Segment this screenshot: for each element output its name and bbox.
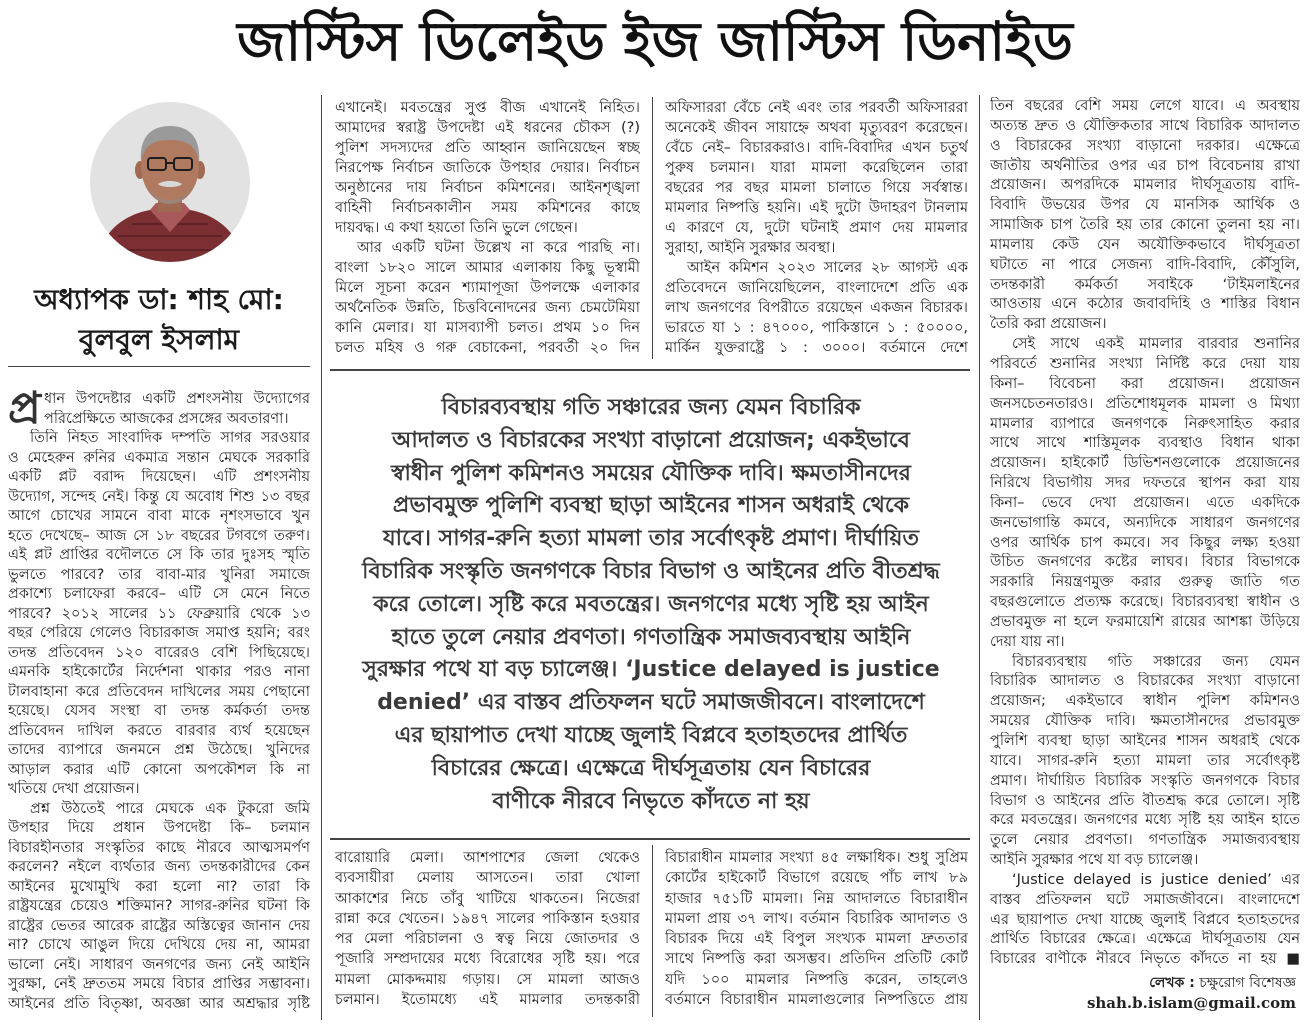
column-1 (8, 383, 310, 1014)
pull-quote-line: এর ছায়াপাত দেখা যাচ্ছে জুলাই বিপ্লবে হতাহতদের প্রার্থিত (394, 722, 908, 748)
paragraph (990, 653, 1300, 871)
pull-quote-line: করে তোলে। সৃষ্টি করে মবতন্ত্রের। জনগণের মধ্যে সৃষ্টি হয় আইন (373, 591, 929, 617)
text-line: প্রার্থিত বিচারের ক্ষেত্রে। এক্ষেত্রে দীর্ঘসূত্রতায় যেন (990, 931, 1300, 948)
text-line: পারবে? ২০১২ সালের ১১ ফেব্রুয়ারি থেকে ১৩ (8, 605, 310, 622)
text-line: প্রভাবমুক্ত না হলে ফরমায়েশি রায়ের আশঙ্কা উড়িয়ে (990, 613, 1300, 630)
text-line: বিচারাধীন মামলার সংখ্যা ৪৫ লক্ষাধিক। শুধু সুপ্রিম (665, 850, 968, 866)
text-line: যদি ১০০ মামলার নিষ্পত্তি করেন, তাহলেও (665, 971, 968, 988)
paragraph (335, 848, 640, 1010)
text-line: এ কারণে যে, দুটো ঘটনাই প্রমাণ দেয় মামলার (665, 220, 968, 236)
author-name (8, 280, 310, 360)
text-line: করে মবতন্ত্রের। জনগণের মধ্যে সৃষ্টি হয় আইন হাতে (990, 812, 1300, 829)
text-line: বিচারের বাণীকে নীরবে নিভৃতে কাঁদতে না হয় ■ (990, 951, 1300, 968)
paragraph (8, 800, 310, 1015)
pull-quote-line: denied’ এর বাস্তব প্রতিফলন ঘটে সমাজজীবনে। বাংলাদেশে (377, 690, 925, 716)
text-line: প্রতিবেদন দাখিল করতে বারবার ব্যর্থ হয়েছেন (8, 722, 310, 739)
text-line: কানি মেলার। যা মাসব্যাপী চলত। প্রথম ১০ দিন (335, 320, 640, 336)
pull-quote-line: হাতে তুলে নেয়ার প্রবণতা। গণতান্ত্রিক সমাজব্যবস্থায় আইনি (391, 624, 911, 650)
text-line: অফিসাররা বেঁচে নেই এবং তার পরবর্তী অফিসাররা (665, 100, 968, 116)
text-line: পরিপ্রেক্ষিতে আজকের প্রসঙ্গের অবতারণা। (44, 410, 289, 427)
pull-quote-line: বিচারব্যবস্থায় গতি সঞ্চারের জন্য যেমন বিচারিক (441, 395, 861, 420)
text-line: সামাজিক চাপ তৈরি হয় তার কোনো তুলনা হয় না। (990, 217, 1300, 234)
text-line: বাহিনী নির্বাচনকালীন সময় কমিশনের কাছে (335, 200, 640, 216)
text-line: বারোয়ারি মেলা। আশপাশের জেলা থেকেও (335, 850, 640, 866)
pull-quote-line: স্বাধীন পুলিশ কমিশনও সময়ের যৌক্তিক দাবি। ক্ষমতাসীনদের (391, 460, 911, 486)
text-line: মামলার নিষ্পত্তি হয়নি। এই দুটো উদাহরণ টানলাম (665, 200, 968, 216)
text-line: আমাদের স্বরাষ্ট্র উপদেষ্টা এই ধরনের চৌকস (?) (335, 120, 640, 136)
text-line: বছরের পর বছর মামলা চালাতে গিয়ে সর্বস্বান্ত। (665, 180, 968, 196)
pull-quote-line: বিচারিক সংস্কৃতি জনগণকে বিচার বিভাগ ও আইনের প্রতি বীতশ্রদ্ধ (362, 558, 940, 584)
text-line: দায়বদ্ধ। এ কথা হয়তো তিনি ভুলে গেছেন। (335, 220, 578, 236)
column-divider (652, 97, 653, 359)
text-line: পরিবর্তে শুনানির সংখ্যা নির্দিষ্ট করে দেয়া যায় (990, 355, 1300, 372)
pull-quote-line: আদালত ও বিচারকের সংখ্যা বাড়ানো প্রয়োজন; একইভাবে (392, 427, 910, 453)
text-line: বেঁচে নেই– বিচারকরাও। বাদি-বিবাদির এখন চতুর্থ (665, 140, 968, 156)
text-line: জনসচেতনতারও। প্রতিশোধমূলক মামলা ও মিথ্যা (990, 395, 1300, 412)
text-line: পুলিশ সদস্যদের প্রতি আহ্বান জানিয়েছেন স্বচ্ছ (335, 140, 640, 156)
text-line: উদ্যোগ, সন্দেহ নেই। কিন্তু যে অবোধ শিশু ১৩ বছর (8, 488, 310, 505)
text-line: সুরাহা, আইনি সুরক্ষার অবস্থা। (665, 240, 836, 256)
paragraph (665, 258, 968, 358)
text-line: প্রয়োজন; একইভাবে স্বাধীন পুলিশ কমিশনও (990, 693, 1300, 710)
text-line: রাষ্ট্রযন্ত্রের চেয়েও শক্তিমান? সাগর-রুনির ঘটনা কি (8, 898, 310, 914)
text-line: সাথে সাথে শাস্তিমূলক ব্যবস্থাও বিধান থাকা (990, 435, 1300, 452)
headline: জাস্টিস ডিলেইড ইজ জাস্টিস ডিনাইড (237, 10, 1073, 73)
text-line: ও মেহেরুন রুনির একমাত্র সন্তান মেঘকে সরকারি (8, 449, 310, 466)
text-line: বিচারহীনতার সংস্কৃতির কাছে নীরবে আত্মসমর্পণ (8, 839, 310, 856)
paragraph (8, 390, 310, 429)
pull-quote-line: সুরক্ষার পথে যা বড় চ্যালেঞ্জ। ‘Justice delayed is justice (362, 657, 940, 683)
text-line: আইনের মুখোমুখি করা হলো না? তারা কি (8, 878, 310, 895)
byline-credit (990, 973, 1296, 993)
text-line: সরকারি নিয়ন্ত্রণমুক্ত করার গুরুত্ব জাতি গত (990, 574, 1300, 591)
text-line: বর্তমানে বিচারাধীন মামলাগুলোর নিষ্পত্তিতে প্রায় (665, 992, 968, 1009)
text-line: নিরিখে বিভাগীয় সদর দফতরে স্থাপন করা যায় (990, 475, 1300, 492)
column-4 (990, 97, 1300, 970)
paragraph (665, 98, 968, 258)
text-line: হাজার ৭৫১টি মামলা। নিম্ন আদালতে বিচারাধীন (665, 890, 968, 907)
text-line: ঘটাতে না পারে সেজন্য বাদি-বিবাদি, কৌঁসুলি, (990, 256, 1300, 273)
text-line: পুলিশি ব্যবস্থা ছাড়া আইনের শাসন অধরাই থেকে (990, 733, 1300, 749)
author-photo (88, 100, 252, 264)
text-line: উপহার দিয়ে প্রধান উপদেষ্টা কি– চলমান (8, 820, 310, 836)
text-line: পুরুষ চলমান। যারা মামলা করেছিলেন তারা (665, 160, 968, 176)
text-line: একটি প্লট বরাদ্দ দিয়েছেন। এটি প্রশংসনীয় (8, 469, 310, 485)
text-line: অনেকেই জীবন সায়াহ্নে অথবা মৃত্যুবরণ করেছেন। (665, 120, 968, 136)
text-line: তদন্তকারী কর্মকর্তা সবাইকে ‘টাইমলাইনের (990, 276, 1300, 293)
text-line: রাষ্ট্রের ভেতর আরেক রাষ্ট্রের অস্তিত্বের জানান দেয় (8, 917, 310, 934)
pull-quote (338, 392, 964, 818)
paragraph (335, 238, 640, 358)
text-line: করলেন? নইলে ব্যর্থতার জন্য তদন্তকারীদের কেন (8, 859, 310, 875)
text-line: আইনের প্রতি বিতৃষ্ণা, অবজ্ঞা আর অশ্রদ্ধার সৃষ্টি (8, 995, 310, 1012)
pull-quote-line: বাণীকে নীরবে নিভৃতে কাঁদতে না হয় (492, 788, 810, 814)
text-line: নিরপেক্ষ নির্বাচন জাতিকে উপহার দেয়ার। নির্বাচন (335, 160, 640, 176)
text-line: হয়েছে। যেসব সংস্থা বা তদন্ত কর্মকর্তা তদন্ত (8, 703, 310, 719)
text-line: ধান উপদেষ্টার একটি প্রশংসনীয় উদ্যোগের (44, 391, 310, 407)
author-divider (8, 366, 310, 367)
text-line: কিনা– বিবেচনা করা প্রয়োজন। প্রয়োজন (990, 375, 1300, 392)
text-line: কিনা– ভেবে দেখা প্রয়োজন। এতে একদিকে (990, 494, 1300, 511)
text-line: আইন কমিশন ২০২৩ সালের ২৮ আগস্ট এক (687, 260, 968, 276)
text-line: জাতীয় অর্থনীতির ওপর এর চাপ বিবেচনায় রাখা (990, 157, 1300, 174)
text-line: রান্না করে খেতেন। ১৯৪৭ সালের পাকিস্তান হওয়ার (335, 910, 640, 927)
text-line: বাস্তব প্রতিফলন ঘটে সমাজজীবনে। বাংলাদেশে (990, 891, 1300, 908)
text-line: প্রয়োজন। হাইকোর্ট ডিভিশনগুলোকে প্রয়োজনের (990, 455, 1300, 472)
author-name-line-2: বুলবুল ইসলাম (78, 323, 240, 356)
pull-quote-line: প্রভাবমুক্ত পুলিশি ব্যবস্থা ছাড়া আইনের শাসন অধরাই থেকে (392, 493, 910, 519)
text-line: প্রকাশ্যে চলাফেরা করবে– এটি সে মেনে নিতে (8, 586, 310, 602)
paragraph (8, 429, 310, 800)
column-divider (652, 845, 653, 1017)
text-line: বিচারক দিয়ে এই বিপুল সংখ্যক মামলা দ্রুততার (665, 931, 968, 948)
column-divider (979, 95, 980, 1020)
text-line: খতিয়ে দেখা প্রয়োজন। (8, 781, 140, 797)
text-line: তিনি নিহত সাংবাদিক দম্পতি সাগর সরওয়ার (30, 430, 310, 446)
text-line: সুরক্ষা, নেই দ্রুততম সময়ে বিচার প্রাপ্তির সম্ভাবনা। (8, 976, 310, 992)
author-portrait-icon (88, 100, 252, 264)
text-line: আর একটি ঘটনা উল্লেখ না করে পারছি না। (357, 240, 640, 256)
text-line: ও বিচারকের সংখ্যা বাড়ানো দরকার। এক্ষেত্রে (990, 137, 1300, 154)
text-line: প্রয়োজন। অপরদিকে মামলার দীর্ঘসূত্রতায় বাদি- (990, 177, 1300, 194)
text-line: মার্কিন যুক্তরাষ্ট্রে ১ : ৩০০০। বর্তমানে দেশে (665, 340, 968, 356)
text-line: প্রশ্ন উঠতেই পারে মেঘকে এক টুকরো জমি (30, 800, 310, 817)
text-line: উচিত জনগণের কষ্টের লাঘব। বিচার বিভাগকে (990, 554, 1300, 571)
paragraph (990, 335, 1300, 653)
text-line: চলমান। ইতোমধ্যে এই মামলার তদন্তকারী (335, 992, 640, 1009)
column-3-top (665, 98, 968, 358)
text-line: হতে দেখেছে– আজ সে ১৮ বছরের টগবগে তরুণ। (8, 527, 310, 544)
text-line: বিচারব্যবস্থায় গতি সঞ্চারের জন্য যেমন (1012, 653, 1300, 670)
text-line: তিন বছরের বেশি সময় লেগে যাবে। এ অবস্থায় (990, 98, 1300, 114)
text-line: ব্যবসায়ীরা মেলায় আসতেন। তারা খোলা (335, 870, 640, 887)
text-line: ‘Justice delayed is justice denied’ এর (1012, 871, 1300, 888)
text-line: এই প্লট প্রাপ্তির বদৌলতে সে কি তার দুঃসহ স্মৃতি (8, 547, 310, 563)
text-line: কোর্টের হাইকোর্ট বিভাগে রয়েছে পাঁচ লাখ ৮৯ (665, 870, 968, 887)
text-line: আড়াল করার এটি কোনো অপকৌশল কি না (8, 761, 310, 778)
text-line: বাংলা ১৮২০ সালে আমার এলাকায় কিছু ভূস্বামী (335, 260, 640, 276)
text-line: দেয়া যায় না। (990, 633, 1065, 650)
text-line: বছরগুলোতে প্রত্যক্ষ করেছে। বিচারব্যবস্থা স্বাধীন ও (990, 594, 1300, 611)
text-line: তদন্ত প্রতিবেদন ১২০ বারেরও বেশি পিছিয়েছে। (8, 644, 310, 661)
text-line: লাখ জনগণের বিপরীতে রয়েছেন একজন বিচারক। (665, 300, 968, 316)
column-divider (321, 95, 322, 1020)
byline-role: চক্ষুরোগ বিশেষজ্ঞ (1199, 975, 1296, 991)
paragraph (665, 848, 968, 1010)
text-line: তাদের ব্যাপারে জনমনে প্রশ্ন উঠেছে। খুনিদের (8, 742, 310, 758)
paragraph (990, 871, 1300, 970)
column-3-bottom (665, 848, 968, 1010)
text-line: ওপর আর্থিক চাপ কমবে। সব কিছুর লক্ষ্য হওয়া (990, 534, 1300, 551)
text-line: সময়ের যৌক্তিক দাবি। ক্ষমতাসীনদের প্রভাবমুক্ত (990, 713, 1300, 730)
text-line: চলত মহিষ ও গরু বেচাকেনা, পরবর্তী ২০ দিন (335, 340, 640, 356)
text-line: আগে চোখের সামনে বাবা মাকে নৃশংসভাবে খুন (8, 508, 310, 524)
text-line: প্রমাণ। দীর্ঘায়িত বিচারিক সংস্কৃতি জনগণকে বিচার (990, 772, 1300, 789)
text-line: পর মেলা পরিচালনা ও স্বত্ব নিয়ে জোতদার ও (335, 931, 640, 948)
text-line: অনুষ্ঠানের দায় নির্বাচন কমিশনের। আইনশৃঙ্খলা (335, 180, 640, 196)
author-name-line-1: অধ্যাপক ডা: শাহ মো: (34, 283, 284, 316)
text-line: যাবে। সাগর-রুনি হত্যা মামলা তার সর্বোৎকৃষ্ট (990, 752, 1300, 769)
text-line: মামলার ব্যাপারে জনগণকে নিরুৎসাহিত করার (990, 415, 1300, 432)
column-2-bottom (335, 848, 640, 1010)
text-line: অত্যন্ত দ্রুত ও যৌক্তিকতার সাথে বিচারিক আদালত (990, 117, 1300, 134)
text-line: ভুলতে পারবে? তার বাবা-মার খুনিরা সমাজে (8, 566, 310, 583)
text-line: অর্থনৈতিক উন্নতি, চিত্তবিনোদনের জন্য চেমটেমিয়া (335, 300, 640, 316)
text-line: সাথে নিষ্পত্তি করা অসম্ভব। প্রতিদিন প্রতিটি কোর্ট (665, 951, 968, 968)
byline-label: লেখক : (1149, 975, 1195, 991)
pull-quote-top-rule (330, 369, 970, 371)
text-line: আওতায় এনে কঠোর জবাবদিহি ও শাস্তির বিধান (990, 296, 1300, 313)
text-line: বিবাদি উভয়ের উপর যে মানসিক আর্থিক ও (990, 197, 1300, 214)
drop-cap: প্র (8, 383, 41, 434)
text-line: ভারতে যা ১ : ৪৭০০০, পাকিস্তানে ১ : ৫০০০০, (665, 320, 968, 336)
text-line: বিভাগ ও আইনের প্রতি বীতশ্রদ্ধ করে তোলে। সৃষ্টি (990, 792, 1300, 809)
author-email: shah.b.islam@gmail.com (1086, 994, 1296, 1012)
text-line: এখানেই। মবতন্ত্রের সুপ্ত বীজ এখানেই নিহিত। (335, 100, 640, 116)
text-line: মিলে সূচনা করেন শ্যামাপূজা উপলক্ষে এলাকার (335, 280, 640, 296)
pull-quote-line: যাবে। সাগর-রুনি হত্যা মামলা তার সর্বোৎকৃষ্ট প্রমাণ। দীর্ঘায়িত (383, 526, 919, 552)
text-line: না? চোখে আঙুল দিয়ে দেখিয়ে দেয় না, আমরা (8, 937, 310, 953)
column-2-top (335, 98, 640, 358)
text-line: সেই সাথে একই মামলার বারবার শুনানির (1012, 336, 1300, 353)
text-line: বিচারিক আদালত ও বিচারকের সংখ্যা বাড়ানো (990, 673, 1300, 690)
pull-quote-line: বিচারের ক্ষেত্রে। এক্ষেত্রে দীর্ঘসূত্রতায় যেন বিচারের (431, 755, 871, 781)
text-line: এর ছায়াপাত দেখা যাচ্ছে জুলাই বিপ্লবে হতাহতদের (990, 911, 1300, 928)
text-line: আকাশের নিচে তাঁবু খাটিয়ে থাকতেন। নিজেরা (335, 890, 640, 907)
text-line: মামলা মোকদ্দমায় গড়ায়। সে মামলা আজও (335, 971, 640, 988)
text-line: তৈরি করা প্রয়োজন। (990, 316, 1107, 333)
text-line: পূজারি সম্প্রদায়ের মধ্যে বিরোধের সৃষ্টি হয়। পরে (335, 951, 640, 968)
text-line: বছর পেরিয়ে গেলেও বিচারকাজ সমাপ্ত হয়নি; বরং (8, 625, 310, 641)
text-line: জনভোগান্তি কমবে, অন্যদিকে সাধারণ জনগণের (990, 514, 1300, 531)
pull-quote-bottom-rule (330, 838, 970, 840)
text-line: টালবাহানা করে প্রতিবেদন দাখিলের সময় পেছানো (8, 683, 310, 700)
text-line: আইনি সুরক্ষার পথে যা বড় চ্যালেঞ্জ। (990, 852, 1199, 869)
text-line: এমনকি হাইকোর্টের নির্দেশনা থাকার পরও নানা (8, 664, 310, 680)
byline (990, 973, 1296, 1013)
text-line: মামলায় কেউ যেন অযৌক্তিকভাবে দীর্ঘসূত্রতা (990, 236, 1300, 253)
text-line: ভালো নেই। সাধারণ জনগণের জন্য নেই আইনি (8, 956, 310, 973)
text-line: তুলে নেয়ার প্রবণতা। গণতান্ত্রিক সমাজব্যবস্থায় (990, 832, 1300, 849)
paragraph (335, 98, 640, 238)
text-line: মামলা প্রায় ৩৭ লাখ। বর্তমান বিচারিক আদালত ও (665, 910, 968, 927)
text-line: প্রতিবেদনে জানিয়েছিলেন, বাংলাদেশে প্রতি এক (665, 280, 968, 296)
paragraph (990, 97, 1300, 335)
